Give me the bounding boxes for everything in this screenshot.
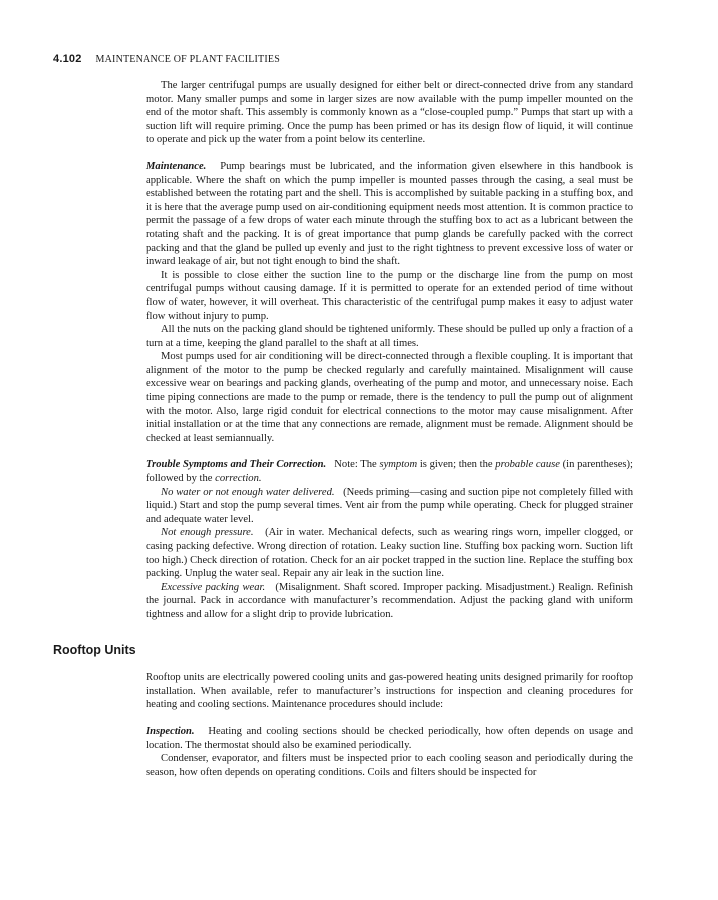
trouble-paragraph (146, 458, 633, 485)
intro-paragraph: The larger centrifugal pumps are usually designed for either belt or direct-connected drive from any standard motor. Many smaller pumps and some in larger sizes are now available with the pump impeller mounted on the end of the motor shaft. This assembly is commonly known as a “close-coupled pump.” Pumps that start up with a suction lift will require priming. Once the pump has been primed or has its design flow of liquid, it will continue to operate and pick up the water from a point below its centerline. (146, 80, 633, 146)
trouble-note-probable: probable cause (495, 459, 560, 471)
trouble-text-3: (Misalignment. Shaft scored. Improper packing. Misadjustment.) Realign. Refinish the journal. Pack in accordance with manufacturer’s recommendation. Adjust the packing gland with uniform tightness and allow for a slight drip to provide lubrication. (146, 581, 633, 620)
maintenance-paragraph-2: It is possible to close either the suction line to the pump or the discharge line from the pump on most centrifugal pumps without causing damage. If it is permitted to operate for an extended period of time without flow of water, however, it will overheat. This characteristic of the centrifugal pump makes it easy to adjust water flow without injury to pump. (146, 269, 633, 322)
inspection-text-1: Heating and cooling sections should be checked periodically, how often depends on usage and location. The thermostat should also be examined periodically. (146, 725, 633, 751)
maintenance-paragraph-3: All the nuts on the packing gland should be tightened uniformly. These should be pulled up only a fraction of a turn at a time, keeping the gland parallel to the shaft at all times. (146, 324, 633, 349)
trouble-note-c: (in parentheses); followed by the (146, 459, 633, 485)
maintenance-paragraph-4: Most pumps used for air conditioning will be direct-connected through a flexible coupling. It is important that alignment of the motor to the pump be checked regularly and carefully maintained. Misalignment will cause excessive wear on bearings and packing glands, overheating of the pump and motor, and unnecessary noise. Each time piping connections are made to the pump or remade, there is the tendency to pull the pump out of alignment with the motor. Also, large rigid conduit for electrical connections to the motor may cause misalignment. After initial installation or at the time that any connections are remade, alignment must be remade. Alignment should be checked at least semiannually. (146, 351, 633, 444)
inspection-paragraph-2: Condenser, evaporator, and filters must be inspected prior to each cooling season and periodically during the season, how often depends on operating conditions. Coils and filters should be inspected for (146, 753, 633, 778)
trouble-text-2: (Air in water. Mechanical defects, such as wearing rings worn, impeller clogged, or casing packing defective. Wrong direction of rotation. Leaky suction line. Stuffing box packing worn. Suction lift too high.) Check direction of rotation. Check for an air pocket trapped in the suction line. Replace the stuffing box packing. Unplug the water seal. Repair any air leak in the suction line. (146, 527, 633, 580)
trouble-note-correction: correction. (215, 473, 262, 485)
maintenance-paragraph (146, 160, 633, 269)
trouble-symptom-1: No water or not enough water delivered. (161, 486, 335, 498)
running-header (53, 53, 280, 65)
inspection-paragraph (146, 725, 633, 752)
maintenance-text-1: Pump bearings must be lubricated, and the information given elsewhere in this handbook is applicable. Where the shaft on which the pump impeller is mounted passes through the casing, a seal must be established between the rotating part and the shell. This is accomplished by suitable packing in a stuffing box, and it is here that the average pump used on air-conditioning equipment needs most attention. It is common practice to permit the passage of a few drops of water each minute through the stuffing box to act as a lubricant between the rotating shaft and the packing. It is of great importance that pump glands be carefully packed with the correct packing and that the gland be pulled up evenly and just to the right tightness to prevent excessive loss of water or inward leakage of air, but not tight enough to bind the shaft. (146, 160, 633, 268)
trouble-symptom-3: Excessive packing wear. (161, 581, 266, 593)
maintenance-heading: Maintenance. (146, 160, 207, 172)
trouble-item (146, 486, 633, 527)
trouble-note-b: is given; then the (417, 459, 496, 471)
body-text (53, 79, 633, 779)
page-number: 4.102 (53, 53, 82, 65)
rooftop-intro: Rooftop units are electrically powered cooling units and gas-powered heating units designed primarily for rooftop installation. When available, refer to manufacturer’s instructions for inspection and cleaning procedures for heating and cooling sections. Maintenance procedures should include: (146, 672, 633, 711)
trouble-heading: Trouble Symptoms and Their Correction. (146, 459, 327, 471)
trouble-symptom-2: Not enough pressure. (161, 527, 254, 539)
trouble-text-1: (Needs priming—casing and suction pipe not completely filled with liquid.) Start and stop the pump several times. Vent air from the pump while operating. Check for plugged strainer and adequate water level. (146, 486, 633, 525)
inspection-heading: Inspection. (146, 725, 195, 737)
trouble-item (146, 526, 633, 580)
section-heading-rooftop-units: Rooftop Units (53, 642, 136, 657)
running-title: MAINTENANCE OF PLANT FACILITIES (95, 54, 280, 65)
trouble-note-symptom: symptom (379, 459, 418, 471)
trouble-note-a: Note: The (334, 459, 380, 471)
trouble-item (146, 581, 633, 622)
